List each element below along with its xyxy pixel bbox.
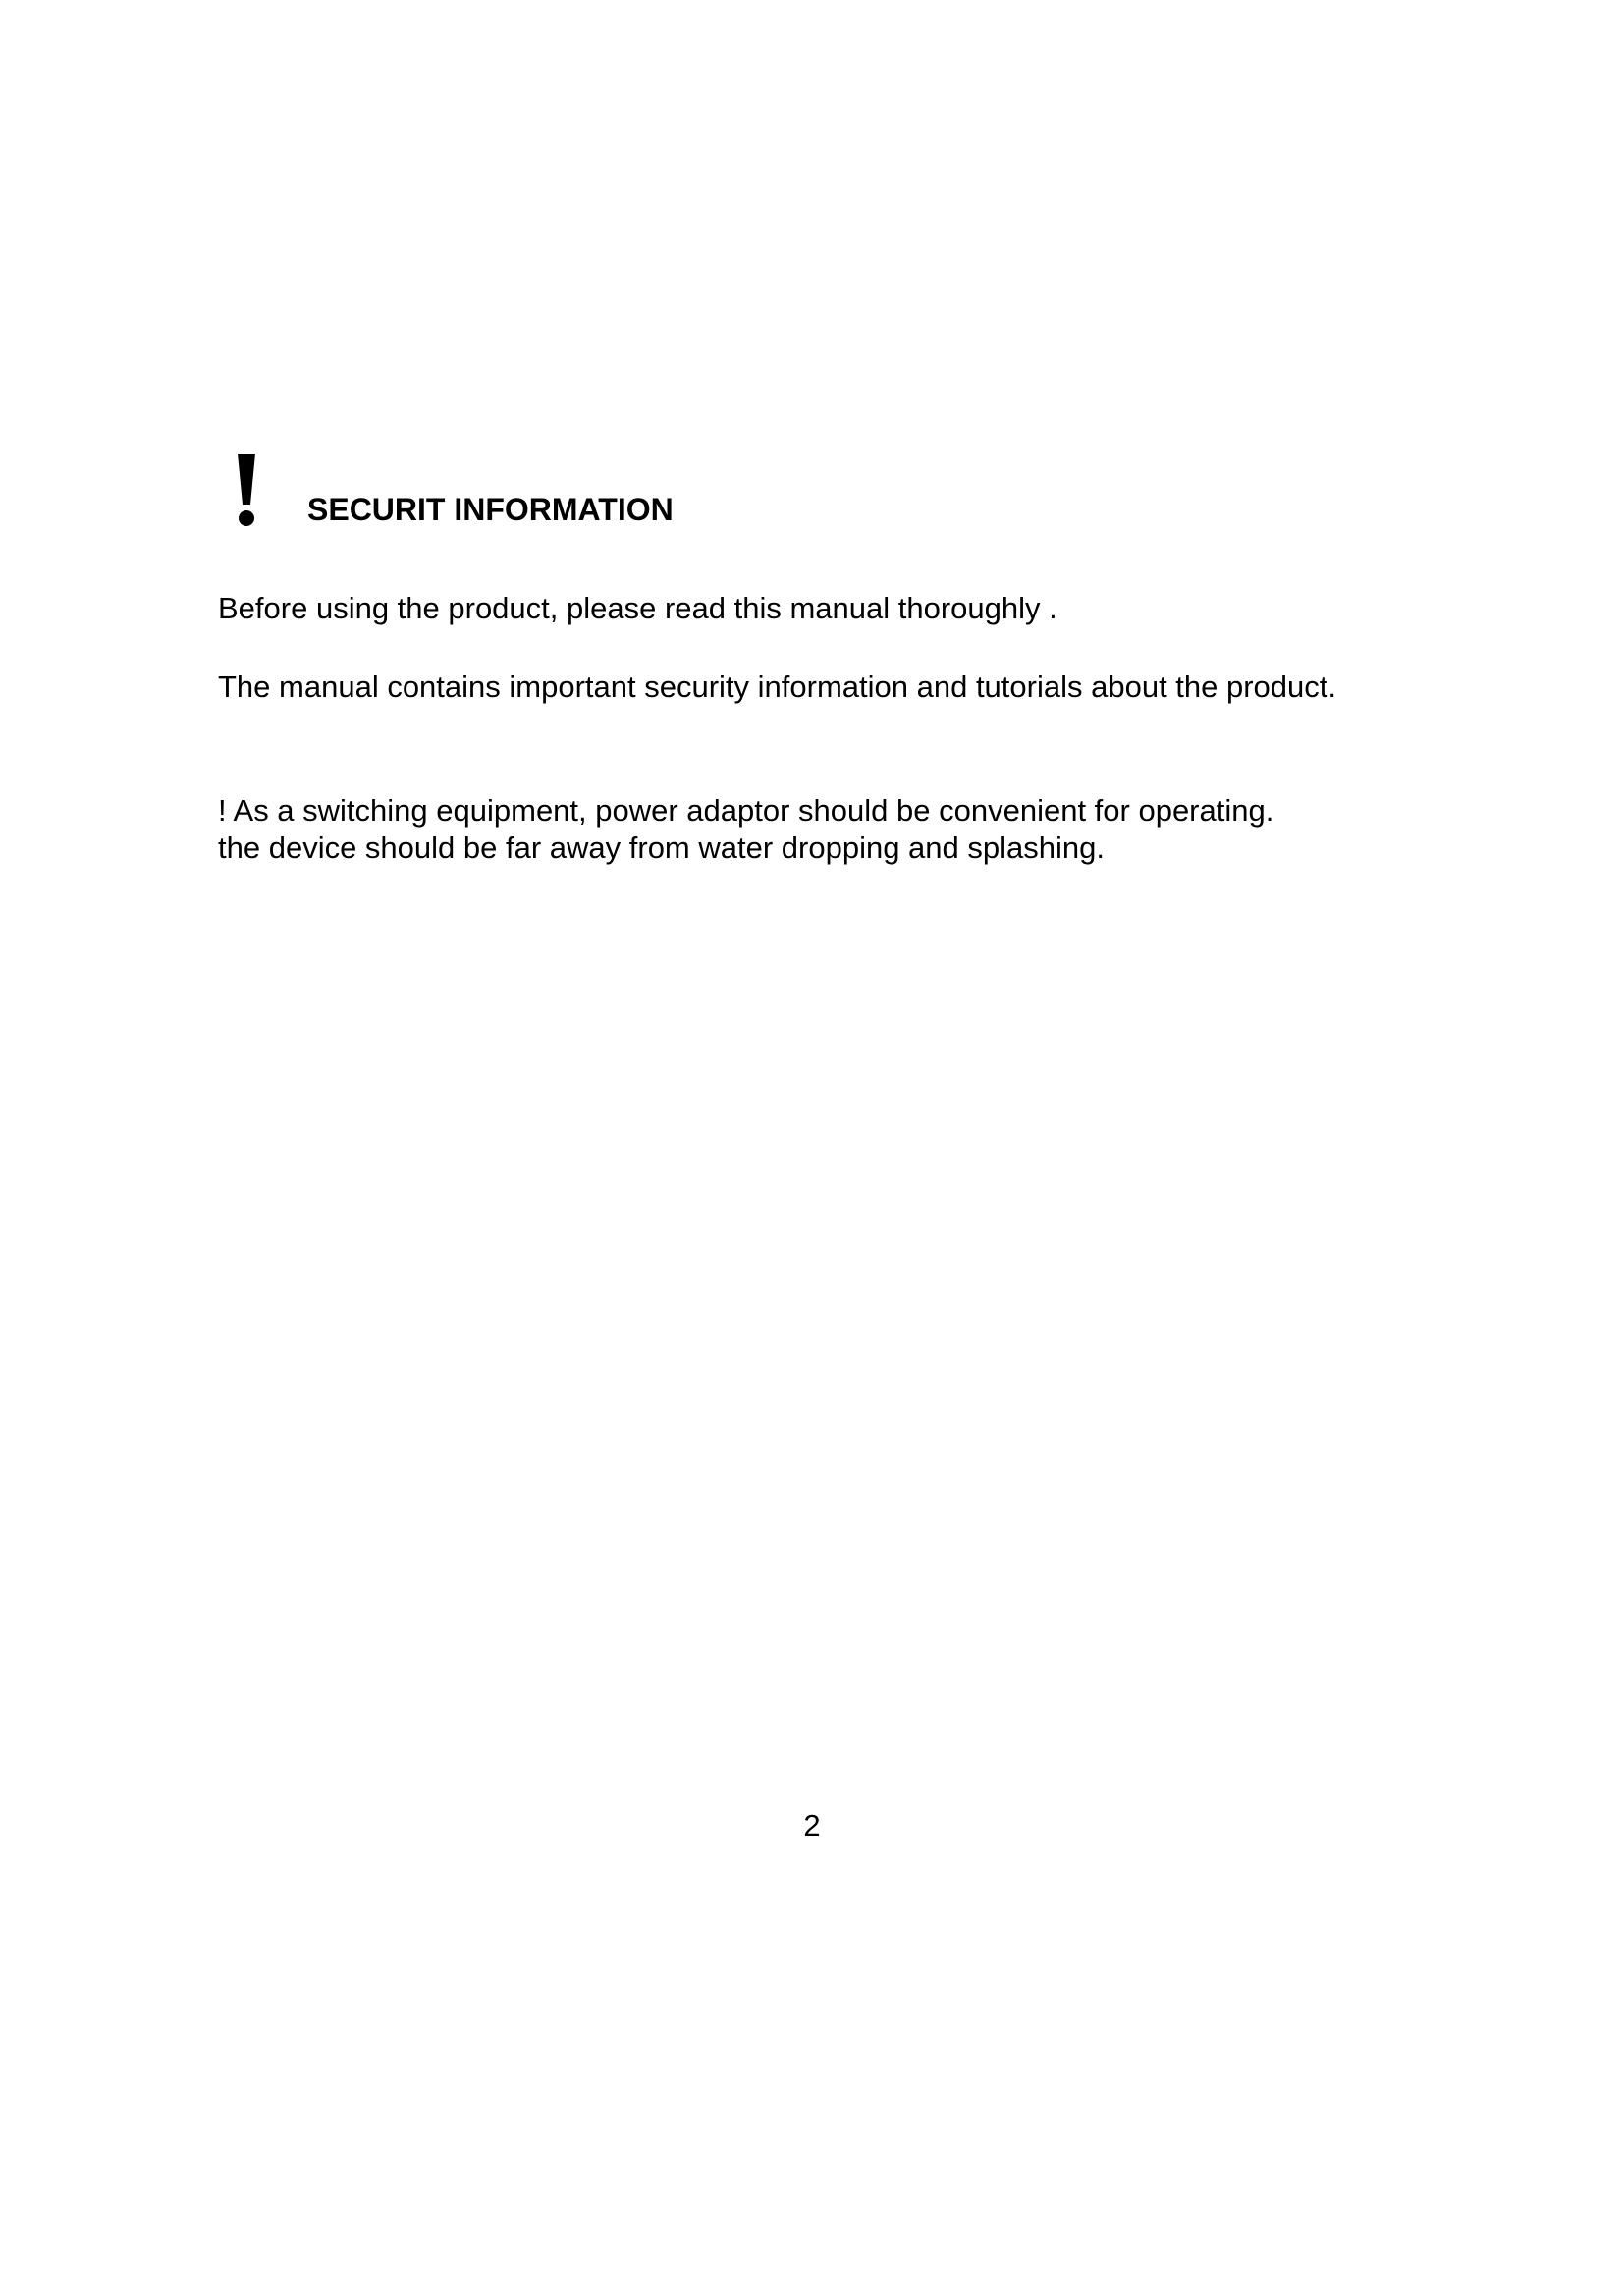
intro-paragraph: Before using the product, please read this manual thoroughly . xyxy=(218,591,1057,625)
water-warning: the device should be far away from water dropping and splashing. xyxy=(218,830,1105,865)
exclamation-icon xyxy=(224,452,269,530)
page-number: 2 xyxy=(803,1808,821,1842)
power-adaptor-warning: ! As a switching equipment, power adaptor should be convenient for operating. xyxy=(218,793,1274,828)
manual-contents-paragraph: The manual contains important security information and tutorials about the product. xyxy=(218,669,1337,704)
section-title: SECURIT INFORMATION xyxy=(307,492,674,527)
